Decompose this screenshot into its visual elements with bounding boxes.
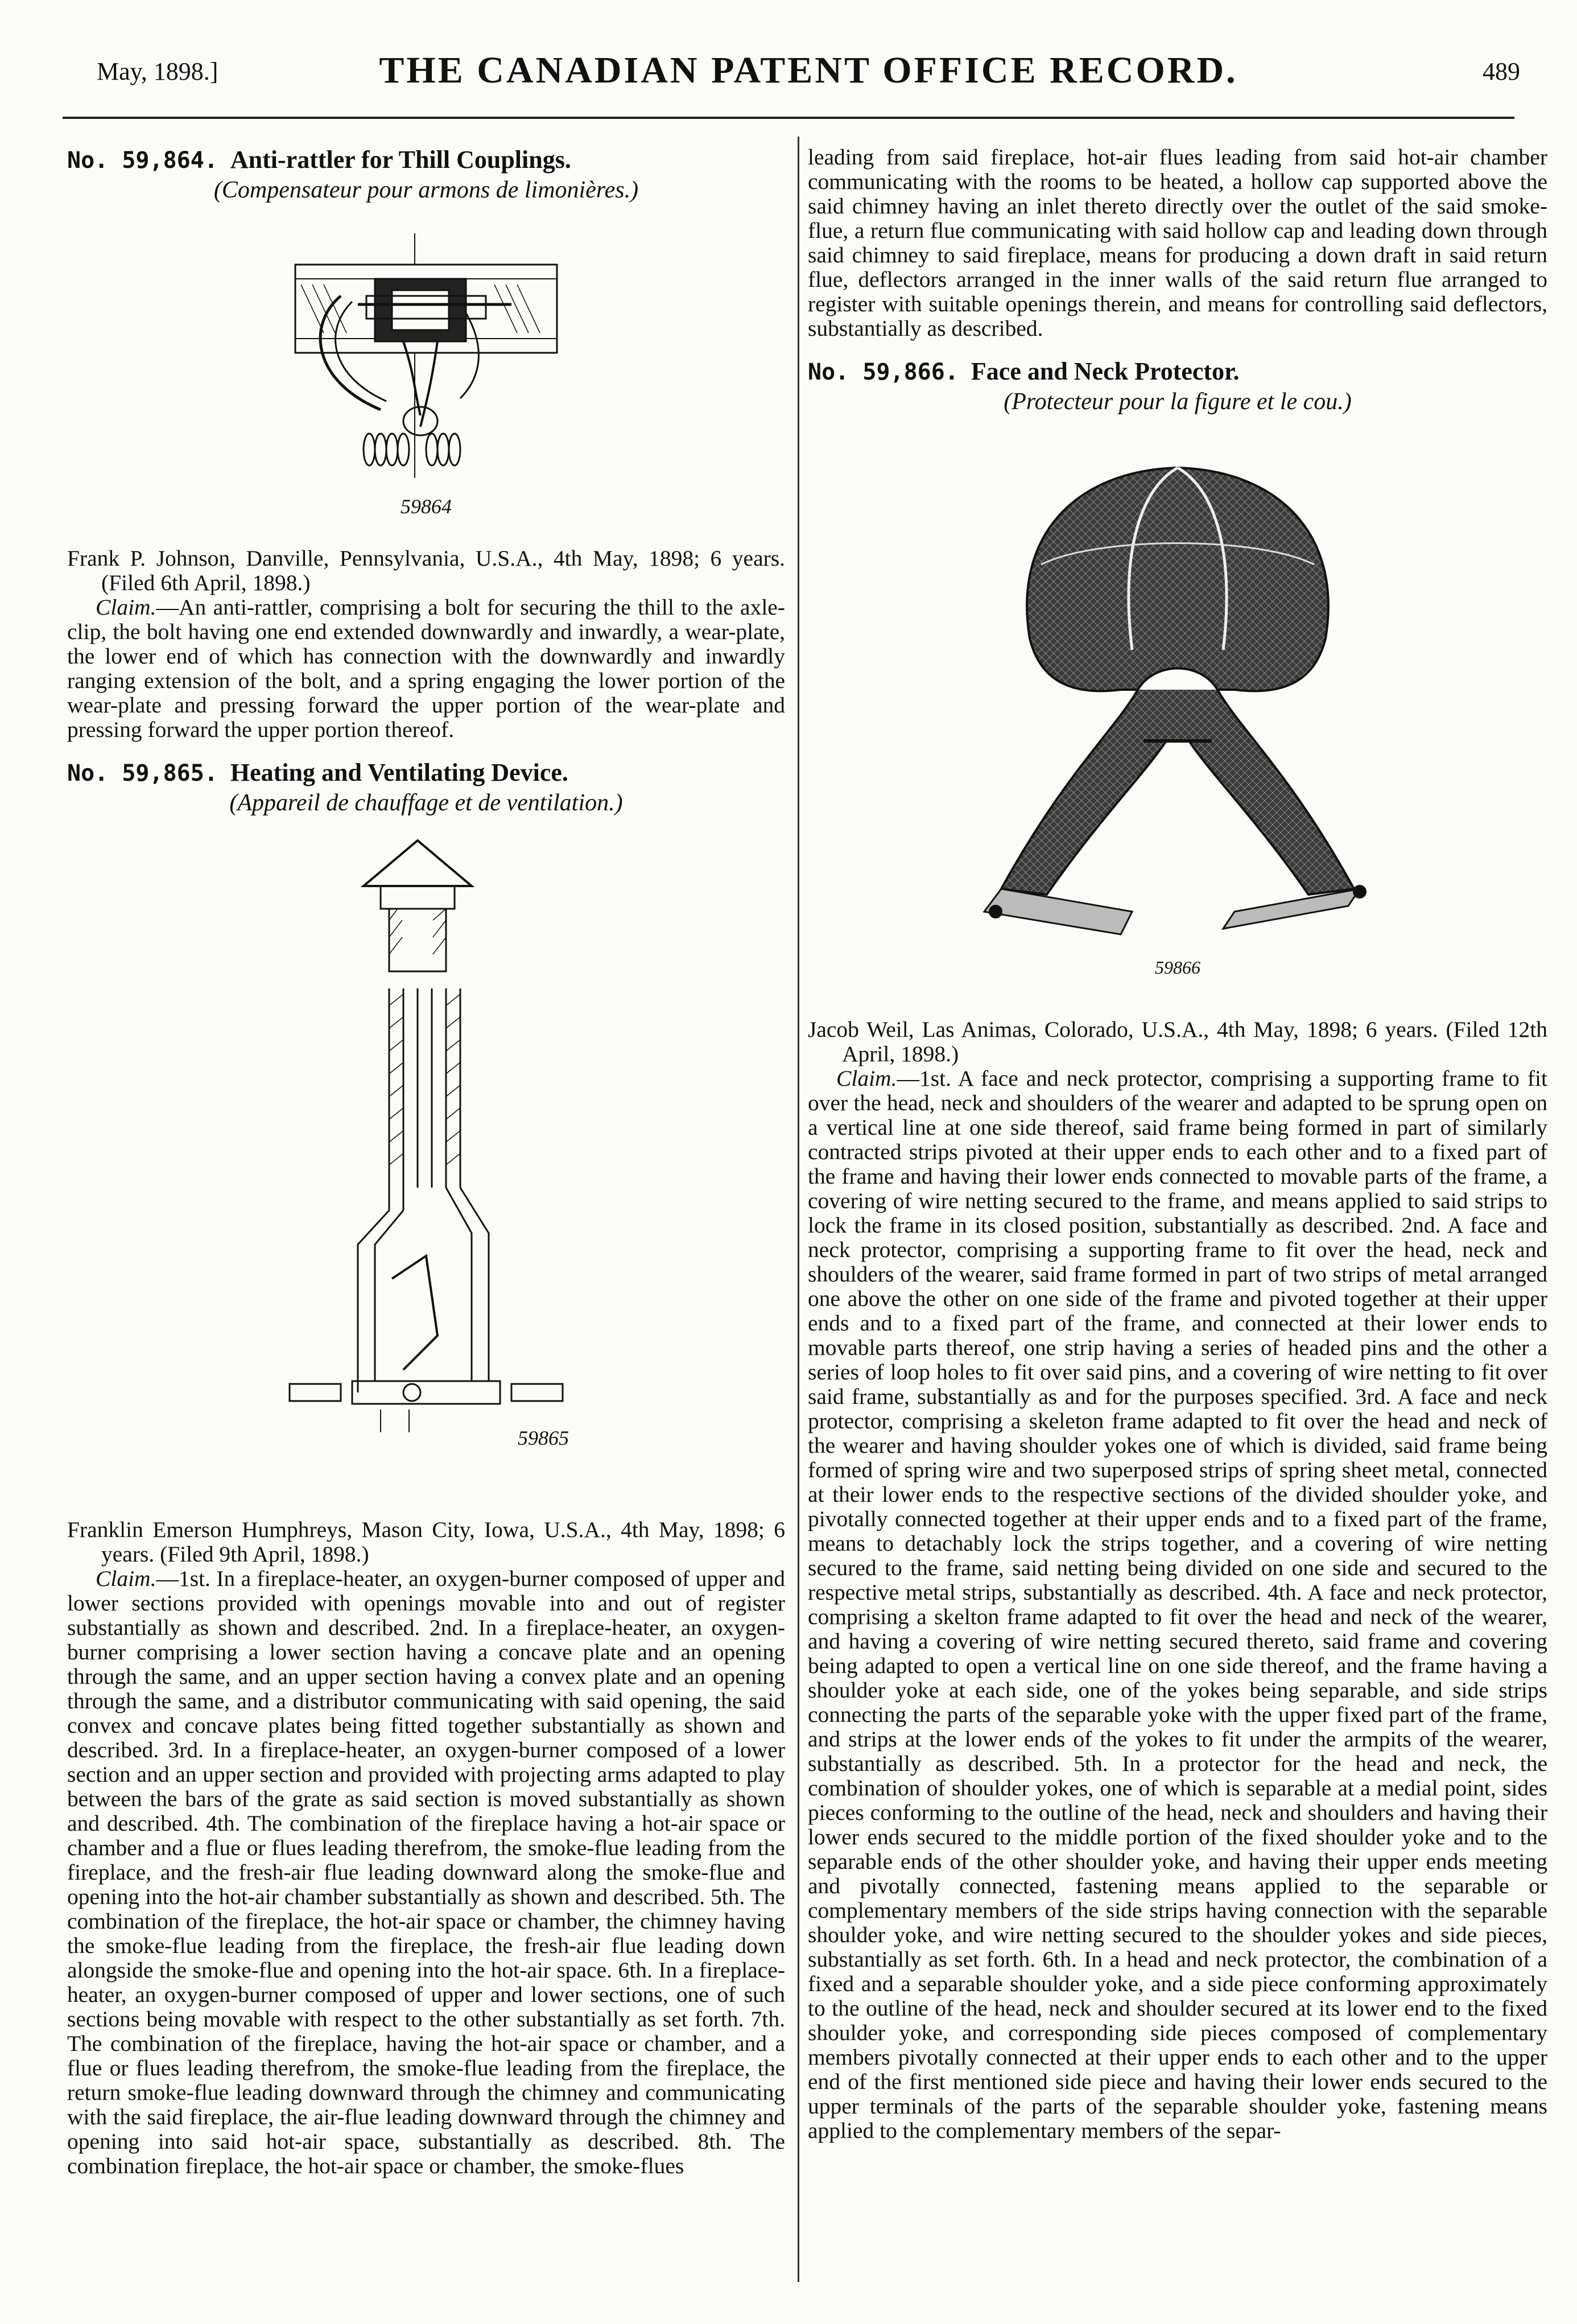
claim-text: —1st. A face and neck protector, comprising a supporting frame to fit over the head, neck and shoulders of the wearer and adapted to be sprung open on a vertical line at one side thereof, said frame being formed in part of similarly contracted strips pivoted at their upper ends to each other and to a fixed part of the frame and having their lower ends connected to movable parts of the frame, a covering of wire netting secured to the frame, and means applied to said strips to lock the frame in its closed position, substantially as described. 2nd. A face and neck protector, comprising a supporting frame to fit over the head, neck and shoulders of the wearer, said frame formed in part of two strips of metal arranged one above the other on one side of the frame and pivoted together at their upper ends and to a fixed part of the frame, and connected at their lower ends to movable parts thereof, one strip having a series of headed pins and the other a series of loop holes to fit over said pins, and a covering of wire netting to fit over said frame, substantially as and for the purposes specified. 3rd. A face and neck protector, comprising a skeleton frame adapted to fit over the head and neck of the wearer and having shoulder yokes one of which is divided, said frame being formed of spring wire and two superposed strips of spring sheet metal, connected at their lower ends to the respective sections of the divided shoulder yoke, and pivotally connected together at their upper ends and to a fixed part of the frame, means to detachably lock the strips together, and a covering of wire netting secured to the frame, said netting being divided on one side and secured to the respective metal strips, substantially as described. 4th. A face and neck protector, comprising a skelton frame adapted to fit over the head and neck of the wearer, and having a covering of wire netting secured thereto, said frame and covering being adapted to open a vertical line on one side thereof, and the frame having a shoulder yoke at each side, one of the yokes being separable, and side strips connecting the parts of the separable yoke with the upper fixed part of the frame, and strips at the lower ends of the yokes to fit under the armpits of the wearer, substantially as described. 5th. In a protector for the head and neck, the combination of shoulder yokes, one of which is separable at a medial point, sides pieces conforming to the outline of the head, neck and shoulders and having their lower ends secured to the middle portion of the fixed shoulder yoke and to the separable ends of the other shoulder yoke, and having their upper ends meeting and pivotally connected, fastening means applied to the separable or complementary members of the side strips having connection with the separable shoulder yoke, and wire netting secured to the shoulder yokes and side pieces, substantially as set forth. 6th. In a head and neck protector, the combination of a fixed and a separable shoulder yoke, and a side piece conforming approximately to the outline of the head, neck and shoulder secured at its lower end to the fixed shoulder yoke, and corresponding side pieces composed of complementary members pivotally connected at their upper ends to each other and to the upper end of the first mentioned side piece and having their lower ends secured to the upper terminals of the parts of the separable shoulder yoke, fastening means applied to the complementary members of the separ-	[808, 1066, 1547, 2143]
patent-number: No. 59,864.	[67, 147, 218, 174]
column-divider	[798, 137, 799, 2282]
patent-subtitle: (Protecteur pour la figure et le cou.)	[1004, 389, 1352, 415]
figure-caption: 59866	[1155, 957, 1200, 978]
header-rule	[63, 117, 1514, 119]
patent-title: Anti-rattler for Thill Couplings.	[230, 146, 571, 174]
header-date: May, 1898.]	[97, 57, 218, 85]
patent-heading	[67, 758, 785, 788]
claim-label: Claim.	[96, 1566, 156, 1591]
page-header	[97, 46, 1520, 97]
figure-thill-coupling	[244, 211, 608, 512]
claim-text: —1st. In a fireplace-heater, an oxygen-burner composed of upper and lower sections provided with openings movable into and out of register substantially as shown and described. 2nd. In a fireplace-heater, an oxygen-burner comprising a lower section having a concave plate and an opening through the same, and an upper section having a convex plate and an opening through the same, and a distributor communicating with said opening, the said convex and concave plates being fitted together substantially as shown and described. 3rd. In a fireplace-heater, an oxygen-burner composed of a lower section and an upper section and provided with projecting arms adapted to play between the bars of the grate as said section is moved substantially as shown and described. 4th. The combination of the fireplace having a hot-air space or chamber and a flue or flues leading therefrom, the smoke-flue leading from the fireplace, and the fresh-air flue leading downward along the smoke-flue and opening into the hot-air chamber substantially as shown and described. 5th. The combination of the fireplace, the hot-air space or chamber, the chimney having the smoke-flue leading from the fireplace, the fresh-air flue leading down alongside the smoke-flue and opening into the hot-air space. 6th. In a fireplace-heater, an oxygen-burner composed of upper and lower sections, one of such sections being movable with respect to the other substantially as set forth. 7th. The combination of the fireplace, having the hot-air space or chamber, and a flue or flues leading therefrom, the smoke-flue leading from the fireplace, the return smoke-flue leading downward through the chimney and communicating with the said fireplace, the air-flue leading downward through the chimney and opening into said hot-air space, substantially as described. 8th. The combination fireplace, the hot-air space or chamber, the smoke-flues	[67, 1566, 785, 2178]
patent-claim	[67, 595, 785, 742]
patent-subtitle: (Appareil de chauffage et de ventilation.)	[229, 790, 623, 816]
figure-caption: 59865	[518, 1427, 569, 1449]
inventor-info: Frank P. Johnson, Danville, Pennsylvania, U.S.A., 4th May, 1898; 6 years. (Filed 6th April, 1898.)	[67, 546, 785, 595]
claim-label: Claim.	[836, 1066, 897, 1091]
page-number: 489	[1483, 57, 1520, 85]
patent-title: Heating and Ventilating Device.	[230, 759, 568, 786]
inventor-info: Franklin Emerson Humphreys, Mason City, Iowa, U.S.A., 4th May, 1898; 6 years. (Filed 9th April, 1898.)	[67, 1517, 785, 1567]
patent-title: Face and Neck Protector.	[971, 357, 1240, 385]
patent-claim	[67, 1567, 785, 2178]
figure-face-neck-protector	[950, 422, 1405, 969]
figure-heating-device	[267, 823, 585, 1506]
patent-claim	[808, 1066, 1547, 2143]
left-column	[67, 145, 785, 2178]
patent-number: No. 59,866.	[808, 359, 959, 385]
claim-label: Claim.	[96, 595, 156, 620]
journal-title: THE CANADIAN PATENT OFFICE RECORD.	[379, 50, 1238, 91]
patent-number: No. 59,865.	[67, 760, 218, 786]
patent-heading	[808, 357, 1547, 387]
inventor-info: Jacob Weil, Las Animas, Colorado, U.S.A., 4th May, 1898; 6 years. (Filed 12th April, 1898.)	[808, 1017, 1547, 1066]
patent-heading	[67, 145, 785, 175]
figure-caption: 59864	[401, 495, 452, 518]
claim-text: —An anti-rattler, comprising a bolt for securing the thill to the axle-clip, the bolt having one end extended downwardly and inwardly, a wear-plate, the lower end of which has connection with the downwardly and inwardly ranging extension of the bolt, and a spring engaging the lower portion of the wear-plate and pressing forward the upper portion of the wear-plate and pressing forward the upper portion thereof.	[67, 595, 785, 742]
patent-subtitle: (Compensateur pour armons de limonières.)	[213, 177, 639, 203]
claim-continuation: leading from said fireplace, hot-air flues leading from said hot-air chamber communicating with the rooms to be heated, a hollow cap supported above the said chimney having an inlet thereto directly over the outlet of the said smoke-flue, a return flue communicating with said hollow cap and leading down through said chimney to said fireplace, means for producing a down draft in said return flue, deflectors arranged in the inner walls of the said return flue arranged to register with suitable openings therein, and means for controlling said deflectors, substantially as described.	[808, 145, 1547, 341]
right-column	[808, 145, 1547, 2143]
